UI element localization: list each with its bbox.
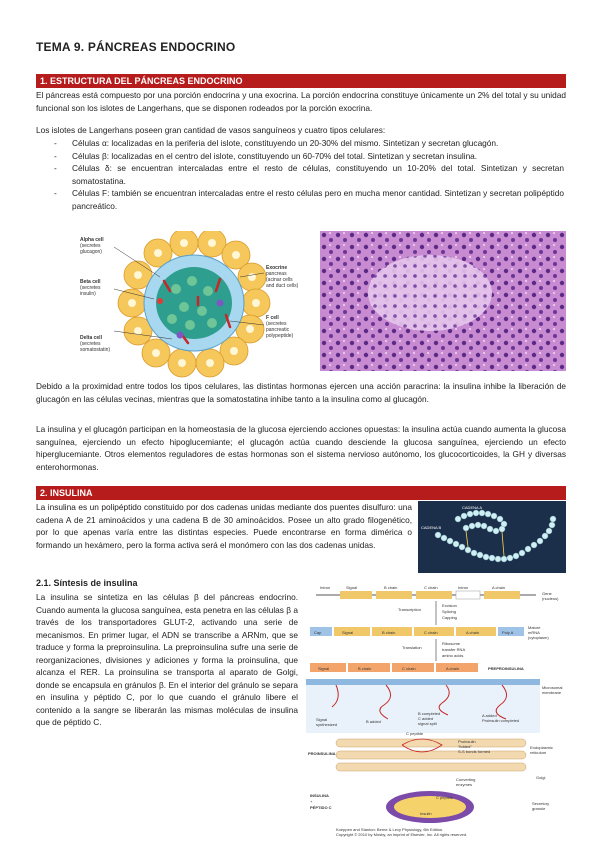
label-f-cell-2: (secretes (266, 321, 287, 327)
gene-segment-c-chain: C chain (424, 585, 438, 590)
insulin-chains-figure (418, 501, 566, 573)
preproinsulin-row (310, 663, 478, 672)
right-label-reticulum: reticulum (530, 750, 547, 755)
step-excision: Excision (442, 603, 457, 608)
note-b-added: B added (366, 719, 381, 724)
label-delta-cell: Delta cell (80, 335, 102, 341)
section1-paragraph-4: La insulina y el glucagón participan en la homeostasia de la glucosa ejerciendo acciones opuestas: la insulina actúa cuando aumenta la glucosa sanguínea, ejerciendo un efecto hipoglucemiante; el glucagón actúa cuando desciende la glucosa sanguínea, ejerciendo un efecto hiperglucemiante. Otros elementos reguladores de estas hormonas son el sistema nervioso autónomo, los glucocorticoides, la GH y diversas enterohormonas. (36, 424, 566, 472)
label-alpha-cell: Alpha cell (80, 237, 104, 243)
label-converting: Converting (456, 777, 476, 782)
step-translation: Translation (402, 645, 422, 650)
gene-segment-signal: Signal (346, 585, 358, 590)
section1-paragraph-3: Debido a la proximidad entre todos los tipos celulares, las distintas hormonas ejercen una acción paracrina: la insulina inhibe la liberación de glucagón en las células vecinas, mientras que la somatostatina inhibe tanto a la insulina como al glucagón. (36, 381, 566, 404)
note-c-added: C added (418, 716, 434, 721)
mrna-row (310, 627, 524, 636)
figure-credit: Koeppen and Stanton: Berne & Levy Physiology, 6th Edition. (336, 827, 444, 832)
section2-paragraph-1: La insulina es un polipéptido constituido por dos cadenas unidas mediante dos puentes disulfuro: una cadena A de 21 aminoácidos y una cadena B de 30 aminoácidos. Posee un alto grado filogenético, por lo que apenas varía entre las distintas especies. Puede encontrarse en forma dimérica o formando un hexámero, pero la forma activa será el monómero con las dos cadenas unidas. (36, 502, 412, 550)
label-plus: + (310, 799, 313, 804)
right-label-microsomal: Microsomal (542, 685, 563, 690)
section2-paragraph-2: La insulina se sintetiza en las células β del páncreas endocrino. Cuando aumenta la glucosa sanguínea, esta penetra en las células β a través de los transportadores GLUT-2, activando una serie de mecanismos. En primer lugar, el ADN se transcribe a ARNm, que se traduce y forma la preproinsulina. La preproinsulina sufre una serie de reorganizaciones, divisiones y adiciones y forma la proinsulina, que alcanza el RER. La proinsulina se transporta al aparato de Golgi, donde se encapsula en gránulos β. En el interior del gránulo se separa en insulina y péptido C, por lo que cuando el gránulo libere el contenido a la sangre se liberarán las mismas moléculas de insulina que de péptido C. (36, 592, 298, 727)
section1-paragraph-2: Los islotes de Langerhans poseen gran cantidad de vasos sanguíneos y cuatro tipos celulares: (36, 125, 386, 135)
mrna-segment-cap: Cap (314, 630, 322, 635)
step-transcription: Transcription (398, 607, 421, 612)
label-ss-bonds: S-S bonds formed (458, 749, 491, 754)
list-item-alpha-cells: - Células α: localizadas en la periferia del islote, constituyendo un 20-30% del mismo. Sintetizan y secretan glucagón. (54, 137, 564, 150)
right-label-granule: granule (532, 806, 546, 811)
right-label-cytoplasm: (cytoplasm) (528, 635, 549, 640)
list-item-delta-cells: - Células δ: se encuentran intercaladas entre el resto de células, constituyendo un 10-20% del total. Sintetizan y secretan somatostatina. (54, 162, 564, 187)
right-label-mature: Mature (528, 625, 541, 630)
label-granule-insulin: Insulin (420, 811, 432, 816)
right-label-endoplasmic: Endoplasmic (530, 745, 553, 750)
list-item-beta-cells: - Células β: localizadas en el centro del islote, constituyendo un 60-70% del total. Sintetizan y secretan insulina. (54, 150, 564, 163)
insulin-synthesis-figure (306, 583, 566, 839)
list-item-f-cells: - Células F: también se encuentran intercaladas entre el resto células pero en mucha menor cantidad. Sintetizan y secretan polipéptido pancreático. (54, 187, 564, 212)
mrna-segment-b-chain: B chain (382, 630, 396, 635)
cell-types-list (54, 137, 564, 212)
gene-segment-b-chain: B chain (384, 585, 398, 590)
gene-row (316, 585, 536, 599)
right-label-mrna: mRNA (528, 630, 540, 635)
right-label-preproinsulina: PREPROINSULINA (488, 666, 524, 671)
figure-copyright: Copyright © 2010 by Mosby, an imprint of Elsevier, Inc. All rights reserved. (336, 832, 468, 837)
gene-segment-intron-1: Intron (320, 585, 331, 590)
note-b-completed: B completed (418, 711, 441, 716)
label-exocrine-2: pancreas (266, 271, 287, 277)
note-a-added: A added (482, 713, 497, 718)
right-label-nucleus: (nucleus) (542, 596, 559, 601)
label-c-peptide: C peptide (406, 731, 424, 736)
gene-segment-intron-2: Intron (458, 585, 469, 590)
note-synthesized: synthesized (316, 722, 338, 727)
islet-diagram (80, 231, 312, 379)
page-title: TEMA 9. PÁNCREAS ENDOCRINO (36, 40, 236, 54)
label-exocrine-3: (acinar cells (266, 277, 293, 283)
note-signal: Signal (316, 717, 328, 722)
label-exocrine-4: and duct cells) (266, 283, 299, 289)
label-beta-cell: Beta cell (80, 279, 101, 285)
mrna-segment-a-chain: A chain (466, 630, 480, 635)
step-transfer-rna: transfer RNA (442, 647, 466, 652)
microsomal-membrane (306, 679, 540, 685)
note-proinsulin-completed: Proinsulin completed (482, 718, 520, 723)
step-capping: Capping (442, 615, 457, 620)
step-splicing: Splicing (442, 609, 457, 614)
right-label-secretory: Secretory (532, 801, 550, 806)
label-exocrine: Exocrine (266, 265, 288, 271)
label-alpha-cell-3: glucagon) (80, 249, 102, 255)
label-peptido-c: PÉPTIDO C (310, 805, 332, 810)
label-proinsulin: Proinsulin (458, 739, 476, 744)
label-beta-cell-3: insulin) (80, 291, 96, 297)
label-insulina: INSULINA (310, 793, 329, 798)
right-label-gene: Gene (542, 591, 552, 596)
prepro-segment-b-chain: B chain (358, 666, 372, 671)
prepro-segment-signal: Signal (318, 666, 330, 671)
secretory-granule (386, 791, 474, 823)
gene-segment-a-chain: A chain (492, 585, 506, 590)
label-f-cell-4: polypeptide) (266, 333, 294, 339)
section1-paragraph-1: El páncreas está compuesto por una porción endocrina y una exocrina. La porción endocrina constituye únicamente un 2% del total y su unidad funcional son los islotes de Langerhans, que se disponen rodeados por la porción exocrina. (36, 90, 566, 113)
label-delta-cell-3: somatostatin) (80, 347, 111, 353)
mrna-segment-signal: Signal (342, 630, 354, 635)
label-chain-a: CADENA A (462, 505, 483, 510)
label-chain-b: CADENA B (421, 525, 442, 530)
endoplasmic-reticulum (336, 739, 526, 771)
prepro-segment-c-chain: C chain (402, 666, 416, 671)
label-beta-cell-2: (secretes (80, 285, 101, 291)
section1-heading: 1. ESTRUCTURA DEL PÁNCREAS ENDOCRINO (36, 74, 566, 88)
label-f-cell-3: pancreatic (266, 327, 290, 333)
prepro-segment-a-chain: A chain (446, 666, 460, 671)
note-signal-split: signal split (418, 721, 437, 726)
subsection-heading: 2.1. Síntesis de insulina (36, 578, 138, 588)
histology-micrograph (320, 231, 566, 371)
mrna-segment-poly-a: Poly A (502, 630, 514, 635)
section2-heading: 2. INSULINA (36, 486, 566, 500)
label-f-cell: F cell (266, 315, 279, 321)
step-amino-acids: amino acids (442, 653, 464, 658)
right-label-golgi: Golgi (536, 775, 546, 780)
label-enzymes: enzymes (456, 782, 473, 787)
mrna-segment-c-chain: C chain (424, 630, 438, 635)
right-label-membrane: membrane (542, 690, 562, 695)
label-granule-c-peptide: C peptide (436, 795, 454, 800)
label-proinsulina: PROINSULINA (308, 751, 336, 756)
step-ribosome: Ribosome (442, 641, 461, 646)
label-folded: "folded" (458, 744, 472, 749)
label-alpha-cell-2: (secretes (80, 243, 101, 249)
label-delta-cell-2: (secretes (80, 341, 101, 347)
